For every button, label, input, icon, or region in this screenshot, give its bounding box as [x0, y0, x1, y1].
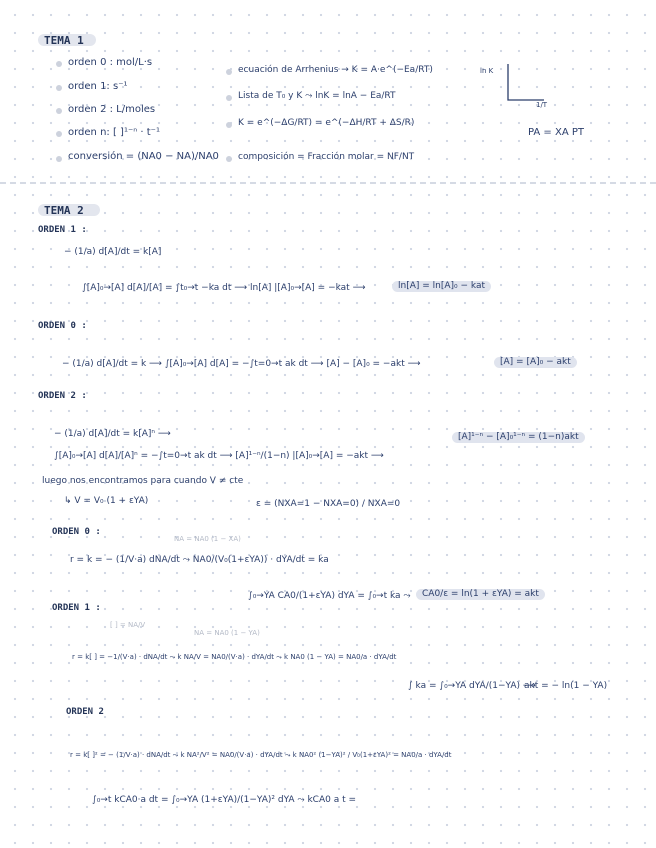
orden0-equation: − (1/a) d[A]/dt = k ⟶ ∫[A]₀→[A] d[A] = −∫t=0→t ak dt ⟶ [A] − [A]₀ = −akt ⟶ — [62, 359, 421, 369]
vo-result: CA0/ε = ln(1 + εYA) = akt — [416, 589, 545, 600]
lnk-relation: Lista de T₀ y K ⤳ lnK = lnA − Ea/RT — [238, 91, 396, 101]
tema1-title: TEMA 1 — [44, 34, 84, 47]
partial-pressure: PA = XA PT — [528, 127, 584, 138]
tema2-title: TEMA 2 — [44, 204, 84, 217]
bullet-icon — [56, 61, 62, 67]
v1-equation-1: r = k[ ] = −1/(V·a) · dNA/dt ⤳ k NA/V = NA0/(V·a) · dYA/dt ⤳ k NA0 (1 − YA) = NA0/a · dYA/dt — [72, 653, 397, 661]
orden0-result: [A] = [A]₀ − akt — [494, 357, 577, 368]
luego-note: luego nos encontramos para cuando V ≠ cte — [42, 476, 244, 486]
v1-heading: ORDEN 1 : — [52, 603, 101, 613]
bullet-icon — [56, 108, 62, 114]
bullet-icon — [56, 131, 62, 137]
vo-equation-1: r = k = − (1/V·a) dNA/dt ⤳ NA0/(V₀(1+εYA)) · dYA/dt = ka — [70, 555, 329, 565]
epsilon-formula: ε = (NXA=1 − NXA=0) / NXA=0 — [256, 499, 401, 509]
bullet-icon — [226, 69, 232, 75]
orden0-heading: ORDEN 0 : — [38, 321, 87, 331]
plot-axes — [508, 64, 544, 100]
v2-equation-2: ∫₀→t kCA0·a dt = ∫₀→YA (1+εYA)/(1−YA)² dYA ⤳ kCA0 a t = — [92, 795, 356, 805]
v2-heading: ORDEN 2 — [66, 707, 104, 717]
volume-formula: ↳ V = V₀ (1 + εYA) — [64, 496, 149, 506]
vo-equation-2: ∫₀→YA CA0/(1+εYA) dYA = ∫₀→t ka ⤳ — [248, 591, 411, 601]
plot-y-label: ln K — [480, 67, 494, 75]
orden1-rate-law: − (1/a) d[A]/dt = k[A] — [64, 247, 162, 257]
v1-result: akt = − ln(1 − YA) — [524, 681, 608, 691]
section-divider — [0, 182, 656, 184]
v2-equation-1: r = k[ ]² = − (1/V·a) · dNA/dt ⤳ k NA²/V² = NA0/(V·a) · dYA/dt ⤳ k NA0² (1−YA)² / V₀(1+εYA)² = NA0/a · dYA/dt — [70, 751, 452, 759]
orden1-integral: ∫[A]₀→[A] d[A]/[A] = ∫t₀→t −ka dt ⟶ ln[A] |[A]₀→[A] = −kat ⟶ — [82, 283, 366, 293]
plot-x-label: 1/T — [536, 101, 548, 109]
v1-equation-2: ∫ ka = ∫₀→YA dYA/(1−YA) ⟶ — [408, 681, 536, 691]
orden2-rate-law: − (1/a) d[A]/dt = k[A]ⁿ ⟶ — [54, 429, 171, 439]
v1-note-2: NA = NA0 (1 − YA) — [194, 629, 260, 637]
bullet-icon — [56, 156, 62, 162]
v1-note-1: [ ] = NA/V — [110, 621, 146, 629]
bullet-icon — [56, 85, 62, 91]
bullet-icon — [226, 95, 232, 101]
conversion-formula: conversión = (NA0 − NA)/NA0 — [68, 151, 219, 162]
vo-heading: ORDEN 0 : — [52, 527, 101, 537]
orden2-integral: ∫[A]₀→[A] d[A]/[A]ⁿ = −∫t=0→t ak dt ⟶ [A]¹⁻ⁿ/(1−n) |[A]₀→[A] = −akt ⟶ — [54, 451, 384, 461]
bullet-icon — [226, 156, 232, 162]
unit-orden-2: orden 2 : L/moles — [68, 104, 156, 115]
bullet-icon — [226, 122, 232, 128]
unit-orden-1: orden 1: s⁻¹ — [68, 81, 128, 92]
unit-orden-n: orden n: [ ]¹⁻ⁿ · t⁻¹ — [68, 127, 160, 138]
orden2-result: [A]¹⁻ⁿ − [A]₀¹⁻ⁿ = (1−n)akt — [452, 432, 585, 443]
unit-orden-0: orden 0 : mol/L·s — [68, 57, 153, 68]
orden2-heading: ORDEN 2 : — [38, 391, 87, 401]
gibbs-relation: K = e^(−ΔG/RT) = e^(−ΔH/RT + ΔS/R) — [238, 118, 415, 128]
orden1-heading: ORDEN 1 : — [38, 225, 87, 235]
orden1-result: ln[A] = ln[A]₀ − kat — [392, 281, 491, 292]
vo-note: NA = NA0 (1 − XA) — [174, 535, 241, 543]
molar-fraction: composición = Fracción molar = NF/NT — [238, 152, 415, 162]
arrhenius-equation: ecuación de Arrhenius → K = A·e^(−Ea/RT) — [238, 65, 433, 75]
